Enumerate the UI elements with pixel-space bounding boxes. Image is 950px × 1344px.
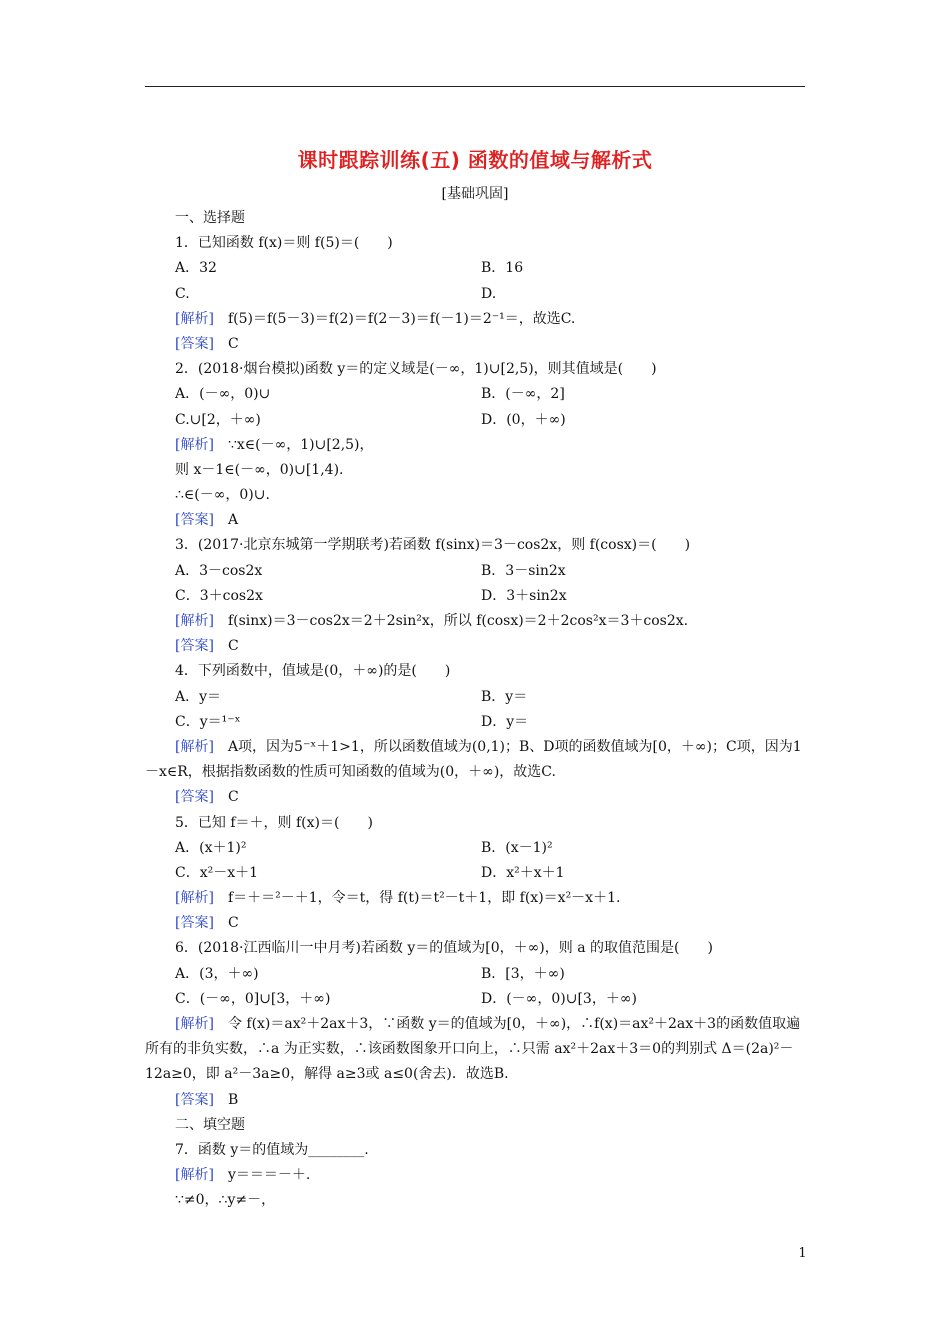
- option-right: D.: [481, 285, 497, 302]
- option-left: C．3＋cos2x: [175, 587, 263, 604]
- page-number: 1: [798, 1246, 807, 1261]
- line-text: A: [227, 512, 239, 529]
- label-tag: [解析]: [175, 613, 214, 629]
- option-right: B．(－∞，2]: [481, 386, 565, 403]
- option-right: B．[3，＋∞): [481, 965, 565, 982]
- option-row: [145, 408, 805, 433]
- analysis-line: [145, 307, 805, 332]
- option-left: C．x²－x＋1: [175, 864, 259, 881]
- analysis-line: [145, 735, 805, 785]
- option-left: C.∪[2，＋∞): [175, 411, 261, 428]
- line-text: f(sinx)＝3－cos2x＝2＋2sin²x，所以 f(cosx)＝2＋2cos²x＝3＋cos2x.: [227, 613, 689, 629]
- option-row: [145, 861, 805, 886]
- line-text: C: [227, 638, 239, 655]
- answer-line: [145, 332, 805, 357]
- option-row: [145, 584, 805, 609]
- option-row: [145, 559, 805, 584]
- answer-line: [145, 1088, 805, 1113]
- text-line: 1．已知函数 f(x)＝则 f(5)＝( ): [175, 235, 393, 252]
- option-row: [145, 256, 805, 281]
- line-text: f(5)＝f(5－3)＝f(2)＝f(2－3)＝f(－1)＝2⁻¹＝，故选C.: [227, 310, 576, 327]
- line-text: C: [227, 789, 239, 806]
- option-row: [145, 685, 805, 710]
- line-text: A项，因为5⁻ˣ＋1>1，所以函数值域为(0,1)；B、D项的函数值域为[0，＋∞)；C项，因为1－x∈R，根据指数函数的性质可知函数的值域为(0，＋∞)，故选C.: [145, 738, 802, 781]
- option-right: D．3＋sin2x: [481, 587, 567, 604]
- text-line: 7．函数 y＝的值域为________.: [175, 1142, 369, 1159]
- option-right: D．y＝: [481, 713, 529, 730]
- page-title: 课时跟踪训练(五) 函数的值域与解析式: [297, 148, 653, 172]
- analysis-line: [145, 886, 805, 911]
- line-text: B: [227, 1091, 239, 1108]
- section-subtitle: [基础巩固]: [441, 186, 509, 202]
- document-body: [145, 206, 805, 1214]
- text-line: 4．下列函数中，值域是(0，＋∞)的是( ): [175, 663, 451, 680]
- option-left: C．y＝¹⁻ˣ: [175, 713, 241, 730]
- option-row: [145, 836, 805, 861]
- text-line: ∵≠0，∴y≠－，: [175, 1192, 276, 1209]
- label-tag: [解析]: [175, 738, 214, 755]
- text-line: 2．(2018·烟台模拟)函数 y＝的定义域是(－∞，1)∪[2,5)，则其值域是( ): [175, 361, 657, 378]
- text-line: 则 x－1∈(－∞，0)∪[1,4).: [175, 461, 344, 478]
- text-line: 5．已知 f＝＋，则 f(x)＝( ): [175, 814, 373, 831]
- label-tag: [解析]: [175, 1167, 214, 1184]
- option-row: [145, 710, 805, 735]
- answer-line: [145, 634, 805, 659]
- option-left: A．(3，＋∞): [175, 965, 259, 982]
- option-right: D．(0，＋∞): [481, 411, 566, 428]
- label-tag: [答案]: [175, 512, 214, 529]
- option-row: [145, 987, 805, 1012]
- analysis-line: [145, 1163, 805, 1188]
- label-tag: [答案]: [175, 915, 214, 932]
- line-text: C: [227, 915, 239, 932]
- option-left: A．32: [175, 260, 217, 277]
- label-tag: [答案]: [175, 789, 214, 806]
- label-tag: [解析]: [175, 436, 214, 453]
- option-left: A．(x＋1)²: [175, 839, 247, 856]
- option-row: [145, 962, 805, 987]
- label-tag: [答案]: [175, 1091, 214, 1108]
- label-tag: [解析]: [175, 310, 214, 327]
- label-tag: [解析]: [175, 890, 214, 907]
- text-line: 一、选择题: [175, 210, 245, 226]
- answer-line: [145, 785, 805, 810]
- option-right: B．3－sin2x: [481, 562, 566, 579]
- answer-line: [145, 508, 805, 533]
- label-tag: [答案]: [175, 335, 214, 352]
- line-text: y＝＝＝－＋.: [227, 1167, 311, 1184]
- text-line: 二、填空题: [175, 1116, 245, 1133]
- text-line: 3．(2017·北京东城第一学期联考)若函数 f(sinx)＝3－cos2x，则 f(cosx)＝( ): [175, 537, 691, 554]
- header-rule: [145, 86, 805, 87]
- option-row: [145, 282, 805, 307]
- text-line: ∴∈(－∞，0)∪.: [175, 487, 270, 504]
- option-left: A．y＝: [175, 688, 222, 705]
- option-right: B．(x－1)²: [481, 839, 553, 856]
- analysis-line: [145, 1012, 805, 1088]
- option-left: C．(－∞，0]∪[3，＋∞): [175, 990, 331, 1007]
- line-text: C: [227, 335, 239, 352]
- analysis-line: [145, 609, 805, 634]
- label-tag: [答案]: [175, 638, 214, 655]
- line-text: f＝＋＝²－＋1，令＝t，得 f(t)＝t²－t＋1，即 f(x)＝x²－x＋1.: [227, 890, 621, 907]
- option-right: B．16: [481, 260, 524, 277]
- label-tag: [解析]: [175, 1016, 214, 1033]
- line-text: ∵x∈(－∞，1)∪[2,5)，: [227, 436, 374, 453]
- answer-line: [145, 911, 805, 936]
- option-right: D．x²＋x＋1: [481, 864, 565, 881]
- option-left: A．(－∞，0)∪: [175, 386, 271, 403]
- option-left: A．3－cos2x: [175, 562, 263, 579]
- line-text: 令 f(x)＝ax²＋2ax＋3，∵函数 y＝的值域为[0，＋∞)，∴f(x)＝ax²＋2ax＋3的函数值取遍所有的非负实数，∴a 为正实数，∴该函数图象开口向上，∴只需 ax²＋2ax＋3＝0的判别式 Δ＝(2a)²－12a≥0，即 a²－3a≥0，解得 a≥3或 a≤0(舍去)．故选B.: [145, 1016, 801, 1083]
- text-line: 6．(2018·江西临川一中月考)若函数 y＝的值域为[0，＋∞)，则 a 的取值范围是( ): [175, 940, 713, 957]
- option-row: [145, 382, 805, 407]
- option-left: C.: [175, 285, 190, 302]
- option-right: D．(－∞，0)∪[3，＋∞): [481, 990, 637, 1007]
- option-right: B．y＝: [481, 688, 528, 705]
- analysis-line: [145, 433, 805, 458]
